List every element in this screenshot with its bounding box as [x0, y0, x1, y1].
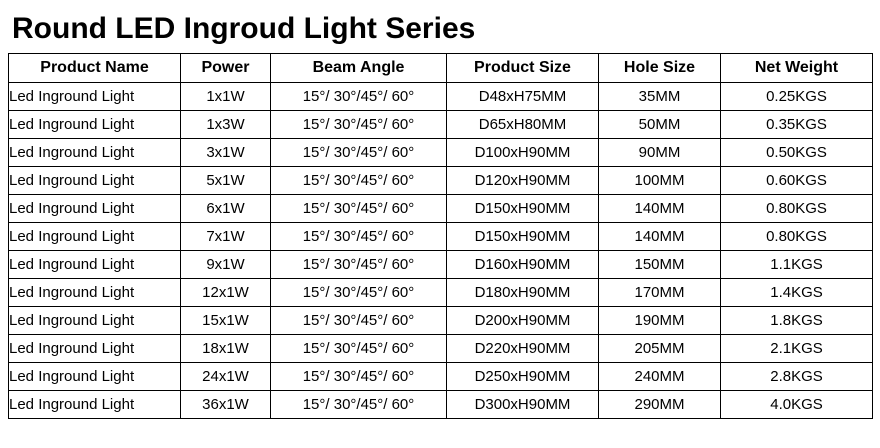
- cell-product-size: D160xH90MM: [447, 251, 599, 279]
- table-row: [9, 195, 873, 223]
- table-row: [9, 139, 873, 167]
- cell-product-name: Led Inground Light: [9, 111, 181, 139]
- cell-net-weight: 0.80KGS: [721, 223, 873, 251]
- table-row: [9, 335, 873, 363]
- column-header-power: Power: [181, 54, 271, 83]
- table-row: [9, 363, 873, 391]
- cell-beam-angle: 15°/ 30°/45°/ 60°: [271, 111, 447, 139]
- column-header-beam-angle: Beam Angle: [271, 54, 447, 83]
- cell-hole-size: 150MM: [599, 251, 721, 279]
- cell-power: 9x1W: [181, 251, 271, 279]
- cell-beam-angle: 15°/ 30°/45°/ 60°: [271, 83, 447, 111]
- cell-product-name: Led Inground Light: [9, 391, 181, 419]
- cell-hole-size: 140MM: [599, 223, 721, 251]
- column-header-net-weight: Net Weight: [721, 54, 873, 83]
- cell-net-weight: 2.8KGS: [721, 363, 873, 391]
- cell-product-name: Led Inground Light: [9, 307, 181, 335]
- cell-product-name: Led Inground Light: [9, 335, 181, 363]
- cell-product-name: Led Inground Light: [9, 139, 181, 167]
- cell-hole-size: 190MM: [599, 307, 721, 335]
- cell-product-size: D100xH90MM: [447, 139, 599, 167]
- cell-power: 12x1W: [181, 279, 271, 307]
- table-row: [9, 167, 873, 195]
- cell-beam-angle: 15°/ 30°/45°/ 60°: [271, 167, 447, 195]
- product-spec-table: [8, 53, 873, 419]
- cell-product-size: D120xH90MM: [447, 167, 599, 195]
- cell-product-size: D48xH75MM: [447, 83, 599, 111]
- column-header-product-size: Product Size: [447, 54, 599, 83]
- cell-net-weight: 0.80KGS: [721, 195, 873, 223]
- cell-power: 6x1W: [181, 195, 271, 223]
- cell-power: 1x1W: [181, 83, 271, 111]
- cell-net-weight: 0.50KGS: [721, 139, 873, 167]
- cell-product-name: Led Inground Light: [9, 195, 181, 223]
- cell-product-size: D200xH90MM: [447, 307, 599, 335]
- cell-hole-size: 240MM: [599, 363, 721, 391]
- cell-product-size: D180xH90MM: [447, 279, 599, 307]
- table-header-row: [9, 54, 873, 83]
- cell-net-weight: 0.35KGS: [721, 111, 873, 139]
- cell-power: 7x1W: [181, 223, 271, 251]
- cell-beam-angle: 15°/ 30°/45°/ 60°: [271, 195, 447, 223]
- cell-net-weight: 4.0KGS: [721, 391, 873, 419]
- cell-beam-angle: 15°/ 30°/45°/ 60°: [271, 335, 447, 363]
- cell-net-weight: 1.8KGS: [721, 307, 873, 335]
- table-row: [9, 223, 873, 251]
- cell-beam-angle: 15°/ 30°/45°/ 60°: [271, 279, 447, 307]
- column-header-product-name: Product Name: [9, 54, 181, 83]
- cell-hole-size: 290MM: [599, 391, 721, 419]
- cell-power: 15x1W: [181, 307, 271, 335]
- cell-hole-size: 35MM: [599, 83, 721, 111]
- cell-hole-size: 140MM: [599, 195, 721, 223]
- column-header-hole-size: Hole Size: [599, 54, 721, 83]
- cell-power: 3x1W: [181, 139, 271, 167]
- cell-hole-size: 90MM: [599, 139, 721, 167]
- cell-product-size: D150xH90MM: [447, 223, 599, 251]
- table-row: [9, 111, 873, 139]
- cell-product-name: Led Inground Light: [9, 167, 181, 195]
- cell-product-name: Led Inground Light: [9, 251, 181, 279]
- cell-product-size: D220xH90MM: [447, 335, 599, 363]
- cell-product-size: D150xH90MM: [447, 195, 599, 223]
- cell-net-weight: 1.1KGS: [721, 251, 873, 279]
- cell-beam-angle: 15°/ 30°/45°/ 60°: [271, 251, 447, 279]
- cell-product-size: D250xH90MM: [447, 363, 599, 391]
- table-row: [9, 251, 873, 279]
- cell-product-name: Led Inground Light: [9, 363, 181, 391]
- spec-table-container: [0, 53, 880, 419]
- table-header: [9, 54, 873, 83]
- table-body: [9, 83, 873, 419]
- cell-beam-angle: 15°/ 30°/45°/ 60°: [271, 391, 447, 419]
- table-row: [9, 279, 873, 307]
- cell-net-weight: 1.4KGS: [721, 279, 873, 307]
- cell-beam-angle: 15°/ 30°/45°/ 60°: [271, 363, 447, 391]
- table-row: [9, 83, 873, 111]
- cell-product-name: Led Inground Light: [9, 83, 181, 111]
- page-title: Round LED Ingroud Light Series: [12, 12, 476, 45]
- cell-beam-angle: 15°/ 30°/45°/ 60°: [271, 307, 447, 335]
- cell-power: 18x1W: [181, 335, 271, 363]
- cell-net-weight: 0.60KGS: [721, 167, 873, 195]
- cell-power: 1x3W: [181, 111, 271, 139]
- cell-power: 36x1W: [181, 391, 271, 419]
- cell-hole-size: 50MM: [599, 111, 721, 139]
- cell-power: 5x1W: [181, 167, 271, 195]
- cell-product-size: D300xH90MM: [447, 391, 599, 419]
- cell-beam-angle: 15°/ 30°/45°/ 60°: [271, 139, 447, 167]
- cell-net-weight: 0.25KGS: [721, 83, 873, 111]
- cell-product-size: D65xH80MM: [447, 111, 599, 139]
- cell-hole-size: 100MM: [599, 167, 721, 195]
- cell-hole-size: 205MM: [599, 335, 721, 363]
- table-row: [9, 391, 873, 419]
- cell-product-name: Led Inground Light: [9, 223, 181, 251]
- cell-net-weight: 2.1KGS: [721, 335, 873, 363]
- cell-beam-angle: 15°/ 30°/45°/ 60°: [271, 223, 447, 251]
- cell-hole-size: 170MM: [599, 279, 721, 307]
- cell-power: 24x1W: [181, 363, 271, 391]
- table-row: [9, 307, 873, 335]
- cell-product-name: Led Inground Light: [9, 279, 181, 307]
